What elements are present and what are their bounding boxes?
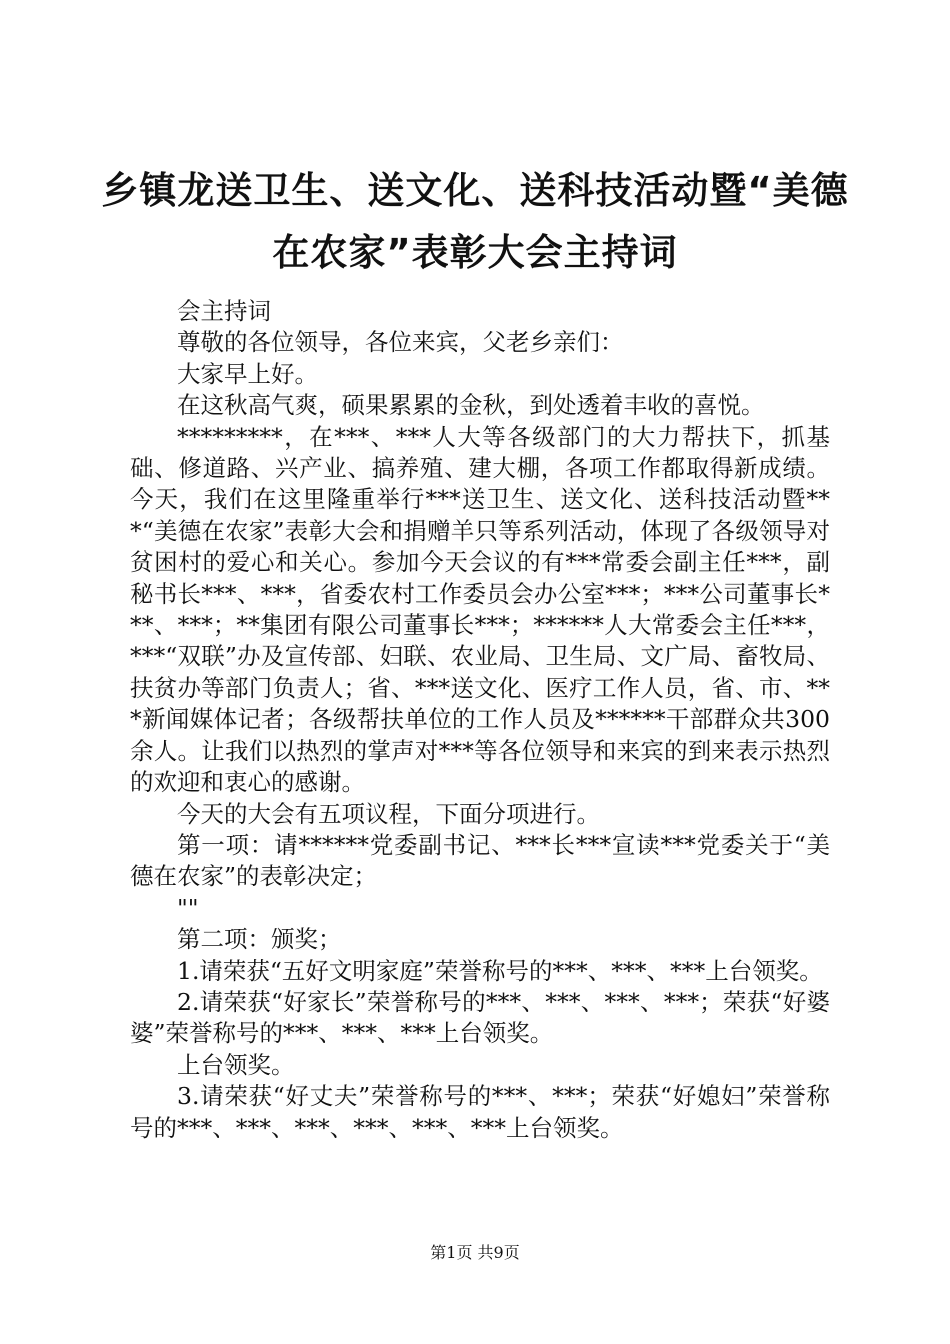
paragraph-introduction: *********，在***、***人大等各级部门的大力帮扶下，抓基础、修道路、兴产业、搞养殖、建大棚，各项工作都取得新成绩。今天，我们在这里隆重举行***送卫生、送文化、送科技活动暨***“美德在农家”表彰大会和捐赠羊只等系列活动，体现了各级领导对贫困村的爱心和关心。参加今天会议的有***常委会副主任***，副秘书长***、***，省委农村工作委员会办公室***；***公司董事长***、***；**集团有限公司董事长***；******人大常委会主任***，***“双联”办及宣传部、妇联、农业局、卫生局、文广局、畜牧局、扶贫办等部门负责人；省、***送文化、医疗工作人员，省、市、***新闻媒体记者；各级帮扶单位的工作人员及******干部群众共300余人。让我们以热烈的掌声对***等各位领导和来宾的到来表示热烈的欢迎和衷心的感谢。 (130, 422, 830, 797)
paragraph-item-two: 第二项：颁奖； (177, 925, 342, 954)
paragraph-award-2: 2.请荣获“好家长”荣誉称号的***、***、***、***；荣获“好婆婆”荣誉称号的***、***、***上台领奖。 (130, 987, 830, 1048)
paragraph-award-3: 3.请荣获“好丈夫”荣誉称号的***、***；荣获“好媳妇”荣誉称号的***、***、***、***、***、***上台领奖。 (130, 1082, 830, 1142)
paragraph-item-one: 第一项：请******党委副书记、***长***宣读***党委关于“美德在农家”的表彰决定； (130, 830, 830, 891)
paragraph-greeting: 尊敬的各位领导，各位来宾，父老乡亲们： (177, 328, 624, 357)
paragraph-award-1: 1.请荣获“五好文明家庭”荣誉称号的***、***、***上台领奖。 (177, 956, 823, 985)
paragraph-autumn: 在这秋高气爽，硕果累累的金秋，到处透着丰收的喜悦。 (177, 391, 765, 420)
document-body (130, 296, 830, 1144)
paragraph-good-morning: 大家早上好。 (177, 359, 318, 388)
paragraph-stage: 上台领奖。 (177, 1050, 295, 1079)
paragraph-quotes: "" (177, 893, 199, 922)
page-footer: 第1页 共9页 (430, 1243, 520, 1262)
paragraph-heading: 会主持词 (177, 297, 271, 325)
paragraph-agenda: 今天的大会有五项议程，下面分项进行。 (177, 799, 600, 828)
document-title: 乡镇龙送卫生、送文化、送科技活动暨“美德在农家”表彰大会主持词 (101, 169, 849, 274)
